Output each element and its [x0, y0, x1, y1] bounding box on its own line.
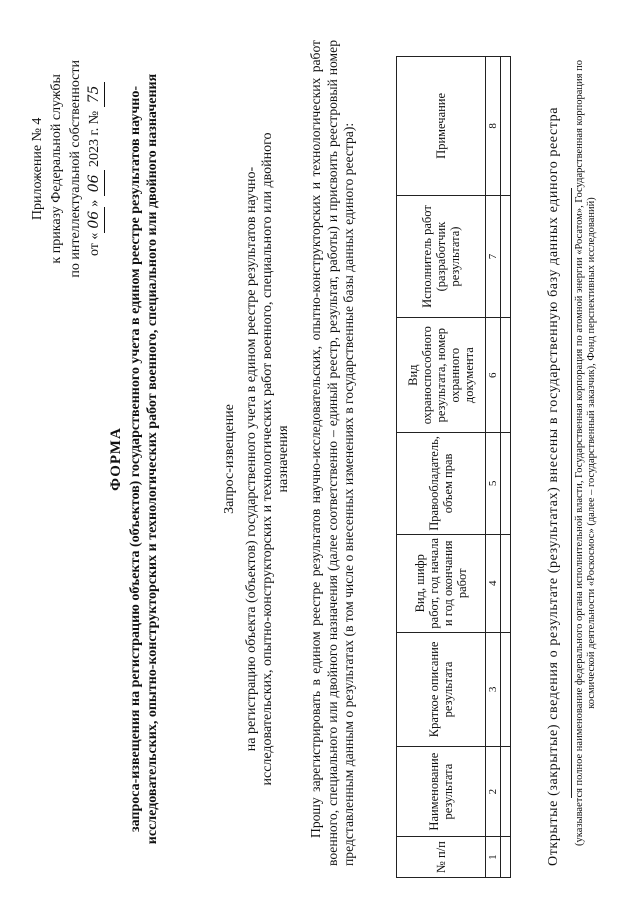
body-paragraph: Прошу зарегистрировать в едином реестре результатов научно-исследовательских, опытно-конструкторских и технологических работ военного, специального или двойного назначения (далее соответственно – единый реестр, результат, работы) и присвоить реестровый номер представленным данным о результатах (в том числе о внесенных изменениях в государственные базы данных единого реестра): — [308, 40, 356, 866]
header-description: Краткое описание результата — [397, 632, 486, 746]
results-table — [396, 56, 511, 878]
footnote-text: (указывается полное наименование федерального органа исполнительной власти, Государственная корпорация по атомной энергии «Росатом», Государственная корпорация по космической деятельности «Роскосмос» (далее – государственный заказчик), Фонд перспективных исследований) — [574, 60, 597, 846]
empty-cell — [501, 433, 511, 535]
empty-cell — [501, 747, 511, 837]
column-number: 3 — [486, 632, 501, 746]
date-year: 2023 г. № — [87, 110, 102, 167]
form-title: запроса-извещения на регистрацию объекта (объектов) государственного учета в едином реестре результатов научно-исследовательских, опытно-конструкторских и технологических работ военного, специального или двойного назначения — [128, 73, 160, 845]
form-word: ФОРМА — [108, 427, 124, 491]
header-number: № п/п — [397, 837, 486, 878]
date-prefix: от « — [87, 232, 102, 257]
empty-cell — [501, 57, 511, 196]
appendix-order-line: к приказу Федеральной службы — [49, 74, 64, 264]
form-title-block — [108, 40, 161, 878]
header-result-name: Наименование результата — [397, 747, 486, 837]
empty-cell — [501, 837, 511, 878]
header-work-type: Вид, шифр работ, год начала и год окончания работ — [397, 534, 486, 632]
column-number-row — [486, 57, 501, 878]
column-number: 4 — [486, 534, 501, 632]
appendix-number: Приложение № 4 — [30, 117, 45, 221]
table-header-row — [397, 57, 486, 878]
request-subtitle: на регистрацию объекта (объектов) государственного учета в едином реестре результатов научно-исследовательских, опытно-конструкторских и технологических работ военного, специального или двойного назначения — [244, 132, 291, 786]
closing-statement: Открытые (закрытые) сведения о результате (результатах) внесены в государственную базу данных единого реестра — [546, 106, 561, 866]
header-executor: Исполнитель работ (разработчик результата) — [397, 195, 486, 318]
order-number: 75 — [85, 82, 105, 108]
footnote-rule — [571, 188, 572, 798]
empty-cell — [501, 632, 511, 746]
appendix-agency-line: по интеллектуальной собственности — [68, 60, 83, 278]
header-protection-type: Вид охраноспособного результата, номер охранного документа — [397, 318, 486, 433]
appendix-date-line — [85, 60, 105, 278]
appendix-header — [28, 60, 105, 278]
date-mid: » — [87, 199, 102, 207]
column-number: 1 — [486, 837, 501, 878]
date-month: 06 — [85, 170, 105, 196]
header-rights-holder: Правообладатель, объем прав — [397, 433, 486, 535]
column-number: 7 — [486, 195, 501, 318]
header-note: Примечание — [397, 57, 486, 196]
request-heading: Запрос-извещение — [222, 404, 237, 514]
empty-cell — [501, 318, 511, 433]
request-block — [222, 120, 292, 798]
empty-cell — [501, 534, 511, 632]
column-number: 2 — [486, 747, 501, 837]
column-number: 8 — [486, 57, 501, 196]
date-day: 06 — [85, 207, 105, 233]
empty-cell — [501, 195, 511, 318]
column-number: 5 — [486, 433, 501, 535]
empty-entry-row — [501, 57, 511, 878]
column-number: 6 — [486, 318, 501, 433]
